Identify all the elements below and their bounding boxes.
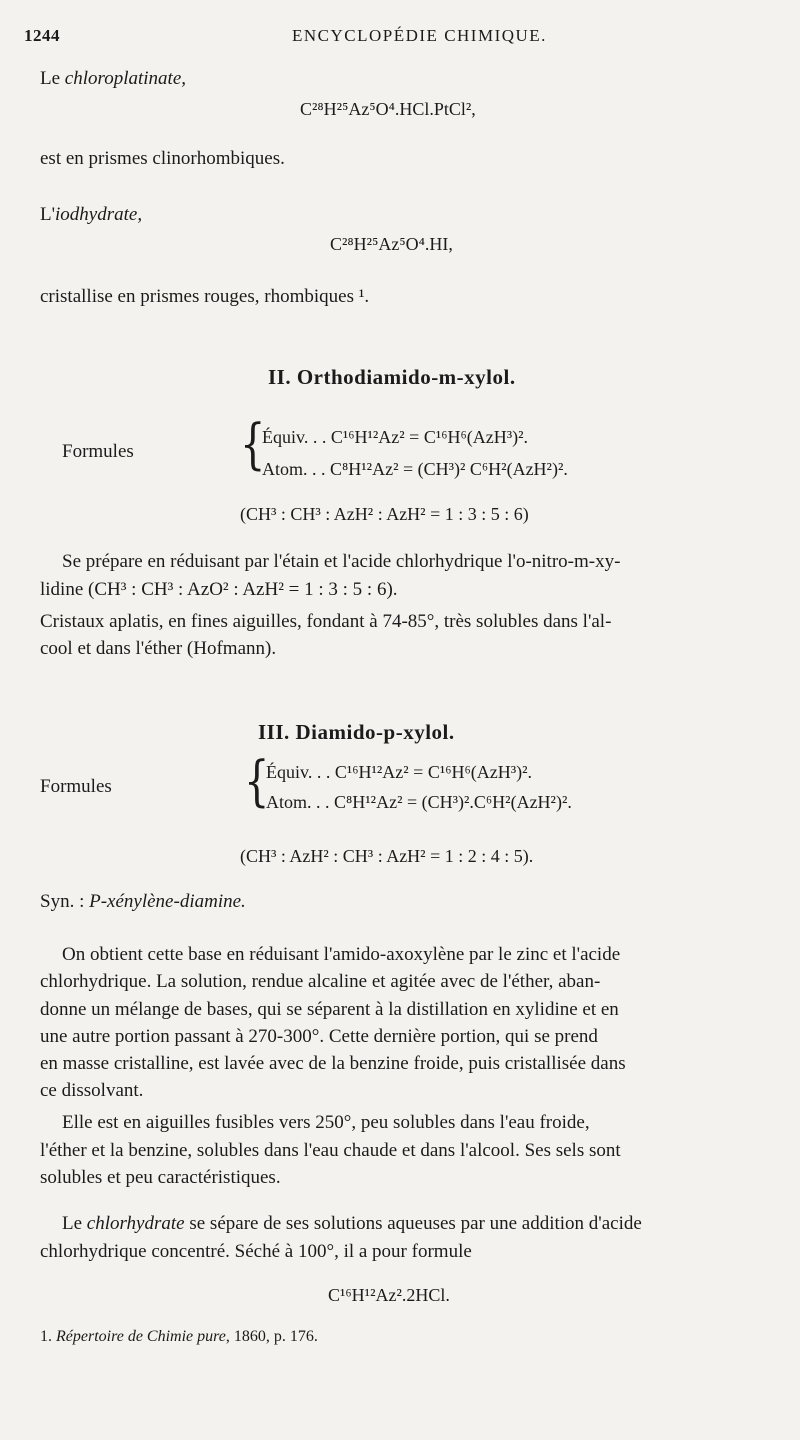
page-number: 1244 [24, 26, 60, 45]
paragraph-line [62, 1212, 642, 1236]
text-rest: se sépare de ses solutions aqueuses par une addition d'acide [184, 1213, 642, 1234]
paragraph-line: une autre portion passant à 270-300°. Cette dernière portion, qui se prend [40, 1026, 598, 1047]
brace-glyph: { [240, 413, 266, 477]
iodhydrate-description: cristallise en prismes rouges, rhombiques ¹. [40, 286, 370, 307]
footnote-source: Répertoire de Chimie pure [56, 1328, 226, 1345]
paragraph-line: lidine (CH³ : CH³ : AzO² : AzH² = 1 : 3 : 5 : 6). [40, 579, 398, 600]
atom-formula: Atom. . . C⁸H¹²Az² = (CH³)².C⁶H²(AzH²)². [266, 792, 572, 812]
paragraph-line: l'éther et la benzine, solubles dans l'eau chaude et dans l'alcool. Ses sels sont [40, 1140, 621, 1161]
footnote-marker: 1. [40, 1328, 52, 1345]
paragraph-line: donne un mélange de bases, qui se séparent à la distillation en xylidine et en [40, 999, 619, 1020]
synonym-label: Syn. : [40, 891, 90, 912]
section-title-orthodiamido: II. Orthodiamido-m-xylol. [268, 365, 516, 389]
iodhydrate-prefix: L' [40, 204, 56, 225]
paragraph-line: Se prépare en réduisant par l'étain et l'acide chlorhydrique l'o-nitro-m-xy- [62, 551, 621, 572]
iodhydrate-term: iodhydrate, [55, 204, 143, 225]
text-prefix: Le [62, 1213, 87, 1234]
formules-label: Formules [40, 776, 112, 797]
synonym-value: P-xénylène-diamine. [89, 891, 246, 912]
equiv-formula: Équiv. . . C¹⁶H¹²Az² = C¹⁶H⁶(AzH³)². [262, 427, 529, 447]
iodhydrate-heading [40, 203, 142, 227]
paragraph-line: solubles et peu caractéristiques. [40, 1167, 281, 1188]
position-formula: (CH³ : CH³ : AzH² : AzH² = 1 : 3 : 5 : 6) [240, 504, 529, 524]
paragraph-line: ce dissolvant. [40, 1080, 144, 1101]
paragraph-line: Elle est en aiguilles fusibles vers 250°, peu solubles dans l'eau froide, [62, 1112, 590, 1133]
paragraph-line: en masse cristalline, est lavée avec de la benzine froide, puis cristallisée dans [40, 1053, 626, 1074]
section-title-diamido: III. Diamido-p-xylol. [258, 720, 455, 744]
chloroplatinate-formula: C²⁸H²⁵Az⁵O⁴.HCl.PtCl², [300, 99, 476, 119]
paragraph-line: cool et dans l'éther (Hofmann). [40, 638, 277, 659]
chloroplatinate-term: chloroplatinate, [64, 68, 186, 89]
iodhydrate-formula: C²⁸H²⁵Az⁵O⁴.HI, [330, 234, 453, 254]
equiv-formula: Équiv. . . C¹⁶H¹²Az² = C¹⁶H⁶(AzH³)². [266, 762, 533, 782]
paragraph-line: chlorhydrique concentré. Séché à 100°, il a pour formule [40, 1241, 472, 1262]
chloroplatinate-prefix: Le [40, 68, 65, 89]
footnote [40, 1325, 318, 1349]
chloroplatinate-description: est en prismes clinorhombiques. [40, 148, 285, 169]
chloroplatinate-heading [40, 67, 186, 91]
brace-glyph: { [244, 750, 270, 814]
formules-label: Formules [62, 441, 134, 462]
paragraph-line: Cristaux aplatis, en fines aiguilles, fondant à 74-85°, très solubles dans l'al- [40, 611, 612, 632]
synonym-line [40, 890, 246, 914]
chlorhydrate-term: chlorhydrate [86, 1213, 185, 1234]
paragraph-line: chlorhydrique. La solution, rendue alcaline et agitée avec de l'éther, aban- [40, 971, 601, 992]
position-formula: (CH³ : AzH² : CH³ : AzH² = 1 : 2 : 4 : 5). [240, 846, 534, 866]
paragraph-line: On obtient cette base en réduisant l'amido-axoxylène par le zinc et l'acide [62, 944, 621, 965]
chlorhydrate-formula: C¹⁶H¹²Az².2HCl. [328, 1285, 450, 1305]
atom-formula: Atom. . . C⁸H¹²Az² = (CH³)² C⁶H²(AzH²)². [262, 459, 568, 479]
footnote-rest: , 1860, p. 176. [225, 1328, 318, 1345]
running-title: ENCYCLOPÉDIE CHIMIQUE. [292, 26, 547, 45]
